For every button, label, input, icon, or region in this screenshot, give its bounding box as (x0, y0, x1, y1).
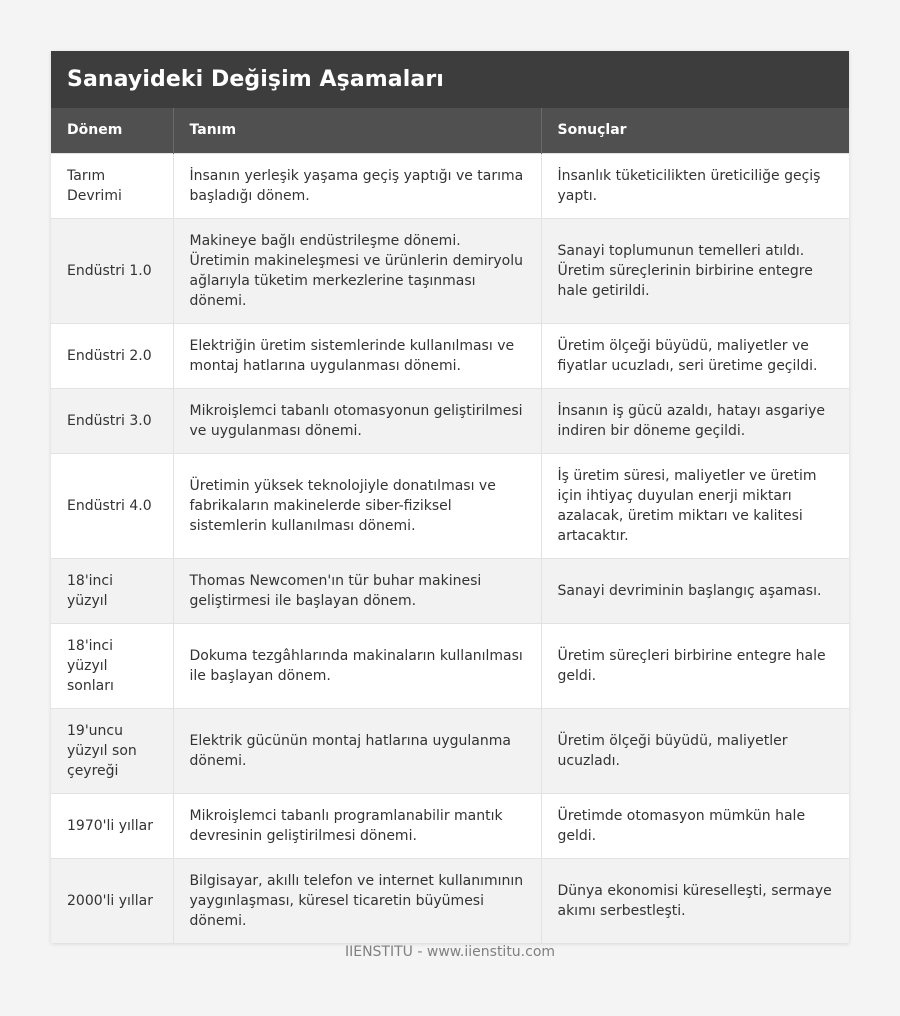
table-row (51, 793, 849, 858)
table-row (51, 558, 849, 623)
column-header-donem: Dönem (51, 108, 173, 153)
cell-tanim: Thomas Newcomen'ın tür buhar makinesi geliştirmesi ile başlayan dönem. (173, 558, 541, 623)
table-row (51, 708, 849, 793)
cell-sonuclar: Üretimde otomasyon mümkün hale geldi. (541, 793, 849, 858)
cell-sonuclar: Dünya ekonomisi küreselleşti, sermaye akımı serbestleşti. (541, 858, 849, 943)
table-row (51, 153, 849, 218)
cell-donem: 2000'li yıllar (51, 858, 173, 943)
cell-donem: Tarım Devrimi (51, 153, 173, 218)
table-row (51, 218, 849, 323)
table-row (51, 858, 849, 943)
header-row (51, 108, 849, 153)
cell-donem: Endüstri 4.0 (51, 453, 173, 558)
cell-tanim: Elektrik gücünün montaj hatlarına uygulanma dönemi. (173, 708, 541, 793)
cell-tanim: Makineye bağlı endüstrileşme dönemi. Üretimin makineleşmesi ve ürünlerin demiryolu ağlarıyla tüketim merkezlerine taşınması dönemi. (173, 218, 541, 323)
cell-sonuclar: İnsanlık tüketicilikten üreticiliğe geçiş yaptı. (541, 153, 849, 218)
cell-tanim: İnsanın yerleşik yaşama geçiş yaptığı ve tarıma başladığı dönem. (173, 153, 541, 218)
column-header-sonuclar: Sonuçlar (541, 108, 849, 153)
cell-donem: 18'inci yüzyıl (51, 558, 173, 623)
cell-sonuclar: Üretim ölçeği büyüdü, maliyetler ucuzladı. (541, 708, 849, 793)
cell-sonuclar: İş üretim süresi, maliyetler ve üretim için ihtiyaç duyulan enerji miktarı azalacak, üretim miktarı ve kalitesi artacaktır. (541, 453, 849, 558)
cell-tanim: Mikroişlemci tabanlı programlanabilir mantık devresinin geliştirilmesi dönemi. (173, 793, 541, 858)
column-header-tanim: Tanım (173, 108, 541, 153)
cell-donem: Endüstri 1.0 (51, 218, 173, 323)
cell-tanim: Mikroişlemci tabanlı otomasyonun geliştirilmesi ve uygulanması dönemi. (173, 388, 541, 453)
footer-credit: IIENSTITU - www.iienstitu.com (344, 944, 556, 960)
cell-sonuclar: Üretim süreçleri birbirine entegre hale geldi. (541, 623, 849, 708)
cell-tanim: Dokuma tezgâhlarında makinaların kullanılması ile başlayan dönem. (173, 623, 541, 708)
cell-tanim: Üretimin yüksek teknolojiyle donatılması ve fabrikaların makinelerde siber-fiziksel sistemlerin kullanılması dönemi. (173, 453, 541, 558)
table-row (51, 623, 849, 708)
cell-donem: Endüstri 3.0 (51, 388, 173, 453)
cell-sonuclar: Üretim ölçeği büyüdü, maliyetler ve fiyatlar ucuzladı, seri üretime geçildi. (541, 323, 849, 388)
stages-table (51, 108, 849, 943)
table-title: Sanayideki Değişim Aşamaları (51, 51, 849, 108)
cell-sonuclar: Sanayi devriminin başlangıç aşaması. (541, 558, 849, 623)
table-row (51, 453, 849, 558)
cell-tanim: Elektriğin üretim sistemlerinde kullanılması ve montaj hatlarına uygulanması dönemi. (173, 323, 541, 388)
table-row (51, 323, 849, 388)
cell-tanim: Bilgisayar, akıllı telefon ve internet kullanımının yaygınlaşması, küresel ticaretin büyümesi dönemi. (173, 858, 541, 943)
cell-donem: 18'inci yüzyıl sonları (51, 623, 173, 708)
cell-donem: Endüstri 2.0 (51, 323, 173, 388)
table-card (51, 51, 849, 943)
cell-sonuclar: İnsanın iş gücü azaldı, hatayı asgariye indiren bir döneme geçildi. (541, 388, 849, 453)
cell-donem: 19'uncu yüzyıl son çeyreği (51, 708, 173, 793)
cell-donem: 1970'li yıllar (51, 793, 173, 858)
cell-sonuclar: Sanayi toplumunun temelleri atıldı. Üretim süreçlerinin birbirine entegre hale getirildi. (541, 218, 849, 323)
table-row (51, 388, 849, 453)
